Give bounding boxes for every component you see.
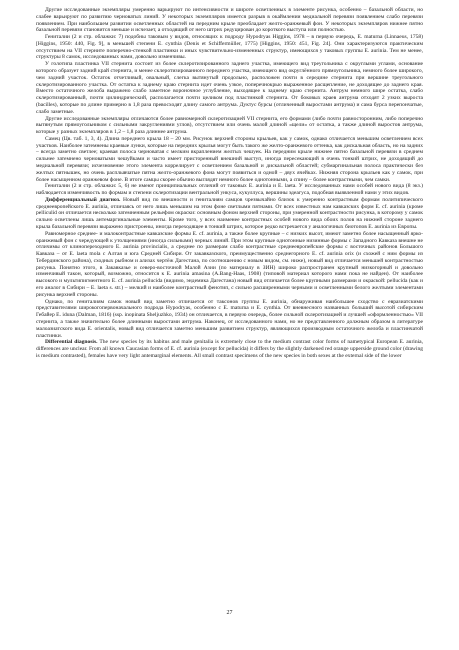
paragraph-4-text: Другие исследованные экземпляры отличаются более равномерной склеротизацией VII стернита, его формами (либо почти равносторонним, либо поперечно вытянутым прямоугольником с сильными закруглениями углов), отсутствием или очень малой длиной «щели» от остатка, а также длиной выростов антрума, которые у разных экземпляров в 1,2 – 1,8 раза длиннее антрума. — [36, 115, 423, 136]
paragraph-10-lead: Differential diagnosis. — [45, 339, 98, 346]
paragraph-3-text: У голотипа пластинка VII стернита состоит из более склеротизированного заднего участка, имеющего вид треугольника с округлыми углами, основание которого образует задний край стернита, и менее склеротизированного переднего участка, имеющего вид округлённого прямоугольника, немного более широкого, чем задний участок. Остаток отчетливый, овальный, слегка вытянутый продольно, расположен почти в середине стернита при вершине треугольного склеротизированного участка. От остатка к заднему краю стернита идет очень узкое, поперечнокрыо выраженное расщепление, не доходящее до заднего края. Вместо остаточного желоба выражено слабо заметное вороночное углубление, выходящее к заднему краю стернита. Антрум немного шире остатка, слабо склеротизированный, почти цилиндрический, располагается почти целиком под пластинкой стернита. От боковых краев антрума отходят 2 узких выроста (bacilles), которые по длине примерно в 1,8 раза превосходят длину самого антрума. Дуктус бурсы (отличенный выростами антрума) и сама бурса перепончатые, слабо заметные. — [36, 61, 423, 115]
paragraph-2-text: Гениталии (2 и стр. облажки: 7) подобны таковым у видов, относящих к подроду Hypodryas Higgins, 1978 – в первую очередь, E. maturna (Linnaeus, 1758) [Higgins, 1950: 440, Fig. 9], в меньшей степени E. cynthia (Denis et Schiffermüller, 1775) [Higgins, 1950: 451, Fig. 24]. Они характеризуются практическим отсутствием на VII стерните поперечно-стенкой пластинки и иных чувствительно-измененных структур, имеющихся у таковых группы E. aurinia. Тем не менее, структуры 8 самок, исследованных нами, довольно изменчивы. — [36, 34, 423, 61]
paragraph-5 — [36, 136, 423, 183]
paragraph-9 — [36, 299, 423, 340]
paragraph-10-text: The new species by its habitus and male genitalia is extremely close to the medium contrast color forms of nametypical European E. aurinia, differences are unclear. From all known Caucasian forms of E. cf. aurinia (except for pellucida) it differs by the slightly darkened red orange upperside ground color (drawing is medium contrasted), females have very light antemarginal elements. All small contrast specimens of the new species in both sexes at the external side of the lower — [36, 339, 424, 359]
paragraph-8-text: Равномерное среднее- и малоконтрастные кавказские формы E. cf. aurinia, а также более крупные – с низких высот, имеют заметно более насыщенный ярко-оранжевый фон с чередующей к утолщениями (иногда сильными) черных линий. При этом крупные однотонные низинные формы с Западного Кавказа внешне не отличимы от клинопереходного E. aurinia provincialis, а среднее по размерам слабо контрастные среднеевропейские формы с восточных районов Большого Кавказа – от E. laeta mola с Алтая и юга Средней Сибири. От закавказского, преимущественно среднегорного E. cf. aurinia orix (и схожей с ним формы из Тебердинского района), сходных рыбном и ализах чертёж Дагестана, по соотношению с новым видом, см. ниже), новый вид отличается меньшей контрастностью рисунка. Понятно этого, в Закавказье и северо-восточной Малой Азии (по материалу в ЗИН) широко распространен крупный низкогорный и довольно изменчивый такон, который, возможно, относится к E. aurinia amasina (A.Bang-Haas, 1908) (типовой материал которого нами пока не найден). От наиболее высокого и мультипигментного E. cf. aurinia pellucida (видимо, эндемика Дагестана) новый вид отличается более крупными размерами и окраской: pellucida (как и его аналог в Сибири – E. laeta s. str.) – мелкий и наиболее контрастный фенотип, с сильно расширенными черными и осветленными белого желтыми элементами рисунка верхней стороны. — [36, 230, 423, 298]
paragraph-4 — [36, 116, 423, 136]
paragraph-2 — [36, 34, 423, 61]
paragraph-7-text: Новый вид по внешности и гениталиям самцов чрезвычайно близок к умеренно контрастным формам политипического среднеевропейского E. aurinia, отличаясь от него лишь меньшим на этом фоне светлыми пятнами. От всех известных нам кавказских форм E. cf. aurinia (кроме pelliculid он отличается несколько затемненным рельефом окраски: основным фоном верхней стороны, при умеренной контрастности рисунка, в которому у самок сильно осветлены лишь антемаргинальные элементы. Кроме того, у всех наименее контрастных особей нового вида обоих полов на нижней стороне заднего крыла базальной перевязи выражено пристроены, иногда переходящее в тонкий штрих, которое редко встречается у аналогичных биотопов E. aurinia из Европы. — [36, 196, 423, 230]
paragraph-8 — [36, 231, 423, 299]
paragraph-6 — [36, 183, 423, 197]
body-text — [36, 7, 423, 360]
paragraph-5-text: Самец (Цв. таб. 1, 3, 4). Длина переднего крыла 18 – 20 мм. Рисунок верхней стороны крыльев, как у самок, однако отличается меньшим осветлением всех участков. Наиболее затемнены краевые лунки, которые на передних крылья могут быть такого же желто-оранжевого оттенка, как дискальная область, но на задних – всегда заметно светлее; краевая полоса черноватая с мелким вкраплением желтых чешуек. На передним крыле нижнее пятно базальной перевязи в среднем сильнее затемнено черноватыми чешуйками и часто имеет присторенный внешний выступ, иногда пересекающий в очень тонкий штрих, не доходящий до медиальной перевязи; исчезновение этого элемента коррелирует с осветлением базальной и дискальной областей; субмаргинальная полоса практически без желтых пятнышек, но очень расплывчатые пятна желто-оранжевого фона могут появиться и одной – двух ячейках. Нижняя сторона крыльев как у самок, при более насыщенном оранжевом фоне. В итоге самцы скорее обычно выглядят немного более однотонными, а спину – более контрастными, чем самки. — [36, 135, 423, 183]
paragraph-10 — [36, 339, 423, 359]
paragraph-1-text: Другие исследованные экземпляры умеренно варьируют по интенсивности и широте осветленных в элементе рисунка, особенно – базальной области, но слабее варьируют по развитию черноватых линий. У некоторых экземпляров имеется разрыв в окаймлении медиальной перевязи появлением слабо перевязи появлением. При наибольшем развитии осветленных областей на передним крыле преобладает желто-оранжевый фон. У некоторых экземпляров нижнее пятно базальной перевязи становится меньше и исчезает, а отходящий от него штрих редуцирован до короткого выступа или полностью. — [36, 7, 423, 34]
page-number: 27 — [226, 610, 233, 616]
paragraph-7 — [36, 197, 423, 231]
paragraph-7-lead: Дифференциальный диагноз. — [45, 196, 121, 203]
paragraph-1 — [36, 7, 423, 34]
paragraph-6-text: Гениталии (2 и стр. облажки: 5, 6) не имеют принципиальных отличий от таковых E. aurinia и E. laeta. У исследованных нами особей нового вида (8 экз.) наблюдается изменчивость по формам и степени склеротизации вентральной ункуса, кукуллуса, вершины эдеагуса, подобная выявленной нами у этих видов. — [36, 183, 423, 197]
paragraph-9-text: Однако, по гениталиям самок новый вид заметно отличается от таксонов группы E. aurinia, обнаруживая наибольшее сходство с евразиатскими представителями широкогопервоначального подрода Hypodryas, особенно с E. maturna и E. cynthia. От вневнесного названных больший высотой сибирским Гебайер E. iduna (Dalman, 1816) (ssp. inopinata Sheljuzhko, 1934) он отличается, в первую очередь, более сильной склеротизацией и лучшей «оформленностью» VII стернита, а также значительно более длинными выростами антрума. Наконец, от исследованного нами, но не представленного должным образом в литературе малоазиатского вида E. orientalis, новый вид отличается заметно меньшим развитием структур, являющихся производным остаточного желоба и пластинчатой пластинки. — [36, 298, 423, 339]
paragraph-3 — [36, 61, 423, 115]
